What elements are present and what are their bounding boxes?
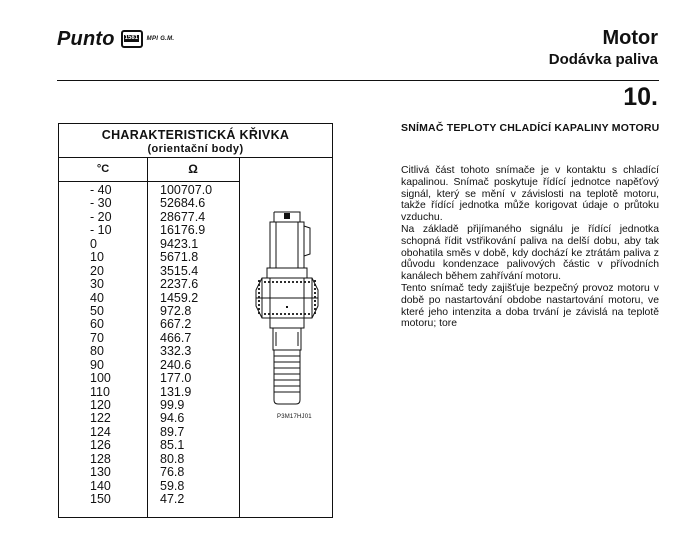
resistance-cell: 332.3: [160, 344, 192, 359]
resistance-cell: 80.8: [160, 451, 185, 466]
resistance-cell: 94.6: [160, 411, 185, 426]
brand-name: Punto: [57, 27, 115, 50]
resistance-cell: 52684.6: [160, 196, 206, 211]
table-header: [59, 124, 332, 158]
temperature-cell: - 40: [90, 183, 112, 197]
table-subtitle: (orientační body): [147, 143, 244, 155]
page-title: Motor: [602, 27, 658, 49]
resistance-cell: 2237.6: [160, 277, 199, 292]
table-row: [59, 292, 239, 305]
header-rule: [57, 80, 659, 81]
temperature-cell: 60: [90, 317, 104, 332]
table-row: [59, 412, 239, 425]
resistance-cell: 972.8: [160, 303, 192, 318]
badge-icon: [121, 30, 143, 48]
description-body: [401, 165, 659, 330]
resistance-cell: 3515.4: [160, 263, 199, 278]
column-header-temperature: °C: [96, 163, 110, 175]
resistance-cell: 9423.1: [160, 236, 199, 251]
page-subtitle: Dodávka paliva: [548, 51, 658, 68]
temperature-cell: 120: [90, 398, 111, 412]
temperature-cell: 126: [90, 438, 111, 453]
temperature-cell: 110: [90, 384, 110, 399]
temperature-cell: 140: [90, 478, 111, 493]
column-header-resistance: Ω: [188, 162, 198, 176]
table-row: [59, 399, 239, 412]
temperature-cell: 50: [90, 303, 104, 318]
temperature-cell: 80: [90, 344, 104, 359]
temperature-cell: 20: [90, 263, 104, 278]
temperature-cell: - 20: [90, 209, 112, 224]
temperature-cell: 90: [90, 357, 104, 372]
table-row: [59, 318, 239, 331]
resistance-cell: 28677.4: [160, 209, 206, 224]
table-row: [59, 426, 239, 439]
resistance-cell: 47.2: [160, 492, 185, 507]
resistance-cell: 5671.8: [160, 250, 199, 265]
table-row: [59, 251, 239, 264]
table-row: [59, 238, 239, 251]
resistance-cell: 100707.0: [160, 183, 213, 197]
table-row: [59, 386, 239, 399]
table-row: [59, 493, 239, 506]
temperature-cell: 40: [90, 290, 104, 305]
temperature-cell: 10: [90, 250, 104, 265]
temperature-cell: 124: [90, 424, 111, 439]
table-row: [59, 184, 239, 197]
paragraph: Na základě přijímaného signálu je řídící jednotka schopná řídit vstřikování paliva na delší dobu, aby tak obohatila směs v době, kdy dochází ke ztrátám paliva z důvodu kondenzace palivových částic v přívodních kanálech během zahřívání motoru.: [401, 223, 659, 283]
resistance-cell: 89.7: [160, 424, 185, 439]
paragraph: Tento snímač tedy zajišťuje bezpečný provoz motoru v době po nastartování obdobe nastartování motoru, ve které jeho intenzita a doba trvání je závislá na teplotě motoru; tore: [401, 282, 659, 330]
temperature-cell: 150: [90, 492, 111, 507]
temperature-cell: - 10: [90, 223, 112, 238]
table-row: [59, 197, 239, 210]
resistance-cell: 240.6: [160, 357, 192, 372]
table-row: [59, 439, 239, 452]
table-rows: [59, 184, 239, 507]
brand-logo: [57, 26, 174, 52]
resistance-cell: 16176.9: [160, 223, 206, 238]
table-row: [59, 265, 239, 278]
table-row: [59, 278, 239, 291]
paragraph: Citlivá část tohoto snímače je v kontaktu s chladící kapalinou. Snímač poskytuje řídící jednotce napěťový signál, který se mění v závislosti na teplotě motoru, takže řídící jednotka může korigovat údaje o průtoku vzduchu.: [401, 165, 659, 224]
temperature-cell: 128: [90, 451, 111, 466]
resistance-cell: 76.8: [160, 465, 185, 480]
resistance-cell: 667.2: [160, 317, 192, 332]
temperature-cell: 122: [90, 411, 111, 426]
brand-sub: MPI G.M.: [146, 36, 175, 42]
temperature-cell: 70: [90, 330, 104, 345]
table-row: [59, 359, 239, 372]
temperature-cell: 130: [90, 465, 111, 480]
resistance-cell: 131.9: [160, 384, 192, 399]
resistance-cell: 177.0: [160, 371, 192, 386]
table-title: CHARAKTERISTICKÁ KŘIVKA: [101, 128, 290, 142]
table-row: [59, 372, 239, 385]
resistance-cell: 59.8: [160, 478, 185, 493]
table-row: [59, 332, 239, 345]
temperature-cell: - 30: [90, 196, 112, 211]
table-row: [59, 305, 239, 318]
resistance-cell: 85.1: [160, 438, 185, 453]
table-row: [59, 466, 239, 479]
section-number: 10.: [623, 83, 658, 111]
badge-number: 1581: [124, 35, 139, 41]
table-row: [59, 345, 239, 358]
table-row: [59, 480, 239, 493]
table-row: [59, 211, 239, 224]
table-row: [59, 224, 239, 237]
column-headers: [59, 158, 239, 182]
table-row: [59, 453, 239, 466]
figure-label: P3M17HJ01: [277, 414, 312, 420]
description-heading: SNÍMAČ TEPLOTY CHLADÍCÍ KAPALINY MOTORU: [401, 122, 660, 134]
temperature-cell: 100: [90, 371, 111, 386]
resistance-cell: 99.9: [160, 398, 185, 412]
resistance-cell: 1459.2: [160, 290, 199, 305]
temperature-cell: 0: [90, 236, 97, 251]
temperature-cell: 30: [90, 277, 104, 292]
sensor-drawing: [240, 210, 330, 412]
resistance-cell: 466.7: [160, 330, 192, 345]
